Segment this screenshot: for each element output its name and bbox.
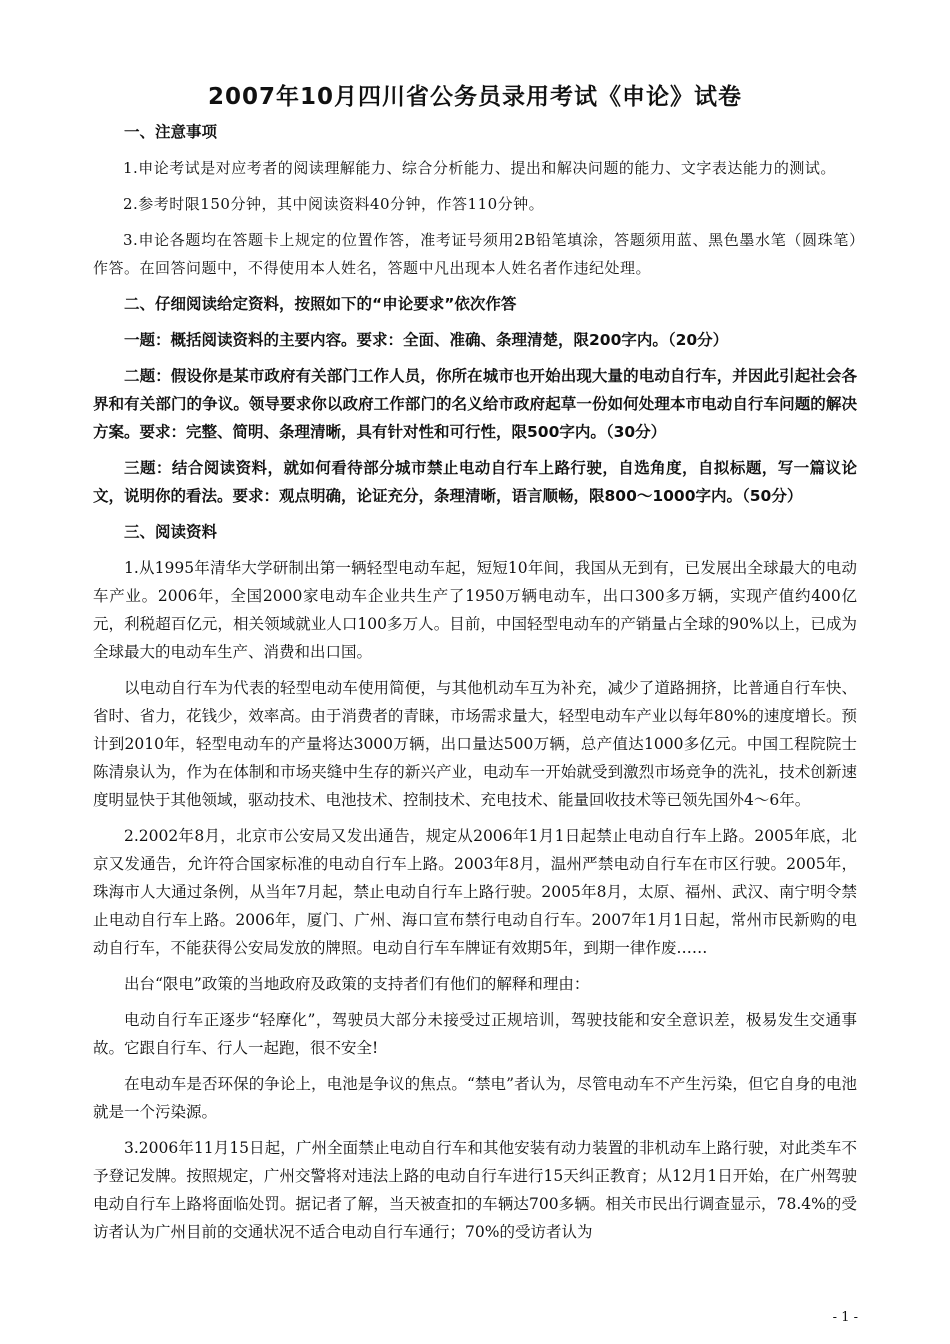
note-item: 3.申论各题均在答题卡上规定的位置作答，准考证号须用2B铅笔填涂，答题须用蓝、黑色墨水笔（圆珠笔）作答。在回答问题中，不得使用本人姓名，答题中凡出现本人姓名者作违纪处理。 bbox=[93, 231, 857, 277]
material-paragraph: 以电动自行车为代表的轻型电动车使用简便，与其他机动车互为补充，减少了道路拥挤，比普通自行车快、省时、省力，花钱少，效率高。由于消费者的青睐，市场需求量大，轻型电动车产业以每年80%的速度增长。预计到2010年，轻型电动车的产量将达3000万辆，出口量达500万辆，总产值达1000多亿元。中国工程院院士陈清泉认为，作为在体制和市场夹缝中生存的新兴产业，电动车一开始就受到激烈市场竞争的洗礼，技术创新速度明显快于其他领域，驱动技术、电池技术、控制技术、充电技术、能量回收技术等已领先国外4～6年。 bbox=[93, 679, 857, 809]
note-item: 1.申论考试是对应考者的阅读理解能力、综合分析能力、提出和解决问题的能力、文字表达能力的测试。 bbox=[123, 159, 836, 177]
question-1: 一题：概括阅读资料的主要内容。要求：全面、准确、条理清楚，限200字内。（20分） bbox=[124, 331, 729, 349]
section-heading-requirements: 二、仔细阅读给定资料，按照如下的“申论要求”依次作答 bbox=[124, 295, 517, 313]
material-paragraph: 3.2006年11月15日起，广州全面禁止电动自行车和其他安装有动力装置的非机动车上路行驶，对此类车不予登记发牌。按照规定，广州交警将对违法上路的电动自行车进行15天纠正教育；从12月1日开始，在广州驾驶电动自行车上路将面临处罚。据记者了解，当天被查扣的车辆达700多辆。相关市民出行调查显示，78.4%的受访者认为广州目前的交通状况不适合电动自行车通行；70%的受访者认为 bbox=[93, 1139, 857, 1241]
material-paragraph: 出台“限电”政策的当地政府及政策的支持者们有他们的解释和理由： bbox=[124, 975, 590, 993]
material-paragraph: 电动自行车正逐步“轻摩化”，驾驶员大部分未接受过正规培训，驾驶技能和安全意识差，极易发生交通事故。它跟自行车、行人一起跑，很不安全! bbox=[93, 1011, 857, 1057]
material-paragraph: 2.2002年8月，北京市公安局又发出通告，规定从2006年1月1日起禁止电动自行车上路。2005年底，北京又发通告，允许符合国家标准的电动自行车上路。2003年8月，温州严禁电动自行车在市区行驶。2005年，珠海市人大通过条例，从当年7月起，禁止电动自行车上路行驶。2005年8月，太原、福州、武汉、南宁明令禁止电动自行车上路。2006年，厦门、广州、海口宣布禁行电动自行车。2007年1月1日起，常州市民新购的电动自行车，不能获得公安局发放的牌照。电动自行车车牌证有效期5年，到期一律作废…… bbox=[93, 827, 857, 957]
material-paragraph: 1.从1995年清华大学研制出第一辆轻型电动车起，短短10年间，我国从无到有，已发展出全球最大的电动车产业。2006年，全国2000家电动车企业共生产了1950万辆电动车，出口300多万辆，实现产值约400亿元，利税超百亿元，相关领域就业人口100多万人。目前，中国轻型电动车的产销量占全球的90%以上，已成为全球最大的电动车生产、消费和出口国。 bbox=[93, 559, 857, 661]
document-title: 2007年10月四川省公务员录用考试《申论》试卷 bbox=[207, 84, 743, 110]
section-heading-notes: 一、注意事项 bbox=[124, 123, 218, 141]
document-body bbox=[93, 118, 857, 1254]
section-heading-materials: 三、阅读资料 bbox=[124, 523, 218, 541]
note-item: 2.参考时限150分钟，其中阅读资料40分钟，作答110分钟。 bbox=[123, 195, 545, 213]
material-paragraph: 在电动车是否环保的争论上，电池是争议的焦点。“禁电”者认为，尽管电动车不产生污染，但它自身的电池就是一个污染源。 bbox=[93, 1075, 857, 1121]
question-3: 三题：结合阅读资料，就如何看待部分城市禁止电动自行车上路行驶，自选角度，自拟标题，写一篇议论文，说明你的看法。要求：观点明确，论证充分，条理清晰，语言顺畅，限800～1000字内。（50分） bbox=[93, 459, 857, 505]
page-number: - 1 - bbox=[832, 1310, 858, 1325]
question-2: 二题：假设你是某市政府有关部门工作人员，你所在城市也开始出现大量的电动自行车，并因此引起社会各界和有关部门的争议。领导要求你以政府工作部门的名义给市政府起草一份如何处理本市电动自行车问题的解决方案。要求：完整、简明、条理清晰，具有针对性和可行性，限500字内。（30分） bbox=[93, 367, 857, 441]
